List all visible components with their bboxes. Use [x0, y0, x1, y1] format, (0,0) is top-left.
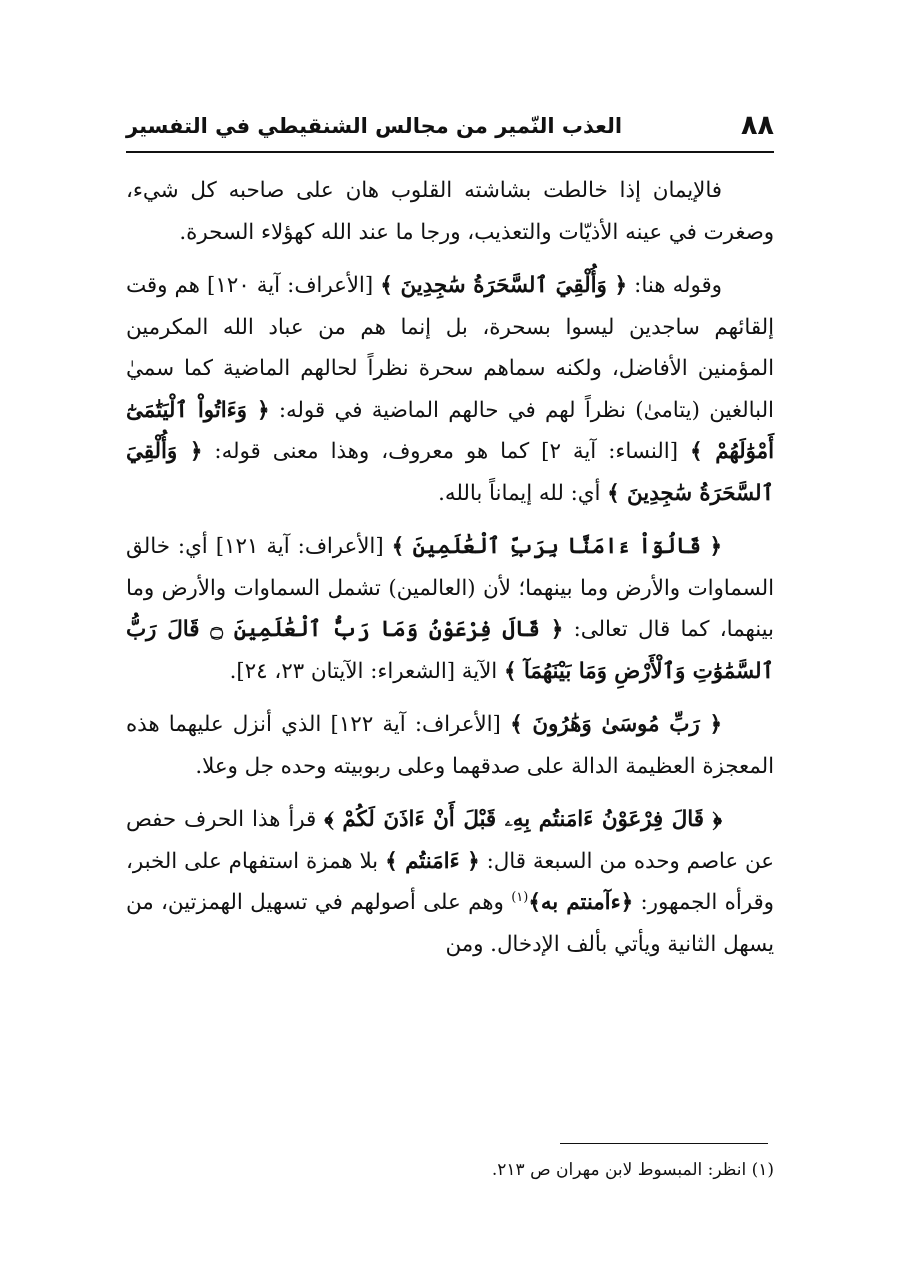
paragraph-lead: وقوله هنا: — [634, 273, 722, 298]
paragraph-text: [الأعراف: آية ١٢١] أي: خالق السماوات والأرض وما بينهما؛ لأن (العالمين) تشمل السماوات والأرض وما بينهما، كما قال تعالى: — [126, 534, 774, 642]
page-body — [126, 170, 774, 977]
quran-quote: ﴿ قَالَ فِرْعَوْنُ وَمَا رَبُّ ٱلْعَٰلَمِينَ ۝ قَالَ رَبُّ ٱلسَّمَٰوَٰتِ وَٱلْأَرْضِ وَمَا بَيْنَهُمَآ ﴾ — [126, 617, 774, 684]
quran-quote: ﴿ وَأُلْقِيَ ٱلسَّحَرَةُ سَٰجِدِينَ ﴾ — [380, 273, 628, 298]
paragraph-text: الآية [الشعراء: الآيتان ٢٣، ٢٤]. — [229, 658, 498, 684]
paragraph-2 — [126, 265, 774, 514]
paragraph-text: أي: لله إيماناً بالله. — [438, 480, 601, 506]
paragraph-text: فالإيمان إذا خالطت بشاشته القلوب هان على صاحبه كل شيء، وصغرت في عينه الأذيّات والتعذيب، ورجا ما عند الله كهؤلاء السحرة. — [126, 178, 774, 245]
paragraph-text: بلا همزة استفهام على الخبر، وقرأه الجمهور: — [126, 848, 774, 915]
quran-quote: ﴿ رَبِّ مُوسَىٰ وَهَٰرُونَ ﴾ — [510, 712, 722, 737]
footnote-rule — [560, 1143, 768, 1144]
quran-quote: ﴿ وَءَاتُواْ ٱلْيَتَٰمَىٰٓ أَمْوَٰلَهُمْ ﴾ — [126, 397, 774, 464]
quran-quote: ﴿ وَأُلْقِيَ ٱلسَّحَرَةُ سَٰجِدِينَ ﴾ — [126, 439, 774, 506]
paragraph-1 — [126, 170, 774, 253]
quran-quote: ﴿ ءَامَنتُم ﴾ — [385, 848, 480, 874]
quran-quote: ﴿ قَالَ فِرْعَوْنُ ءَامَنتُم بِهِۦ قَبْلَ أَنْ ءَاذَنَ لَكُمْ ﴾ — [324, 807, 722, 832]
paragraph-text: قرأ هذا الحرف حفص عن عاصم وحده من السبعة قال: — [126, 807, 774, 874]
quran-quote: ﴿ قَالُوٓاْ ءَامَنَّا بِرَبِّ ٱلْعَٰلَمِينَ ﴾ — [391, 534, 722, 559]
footnote — [126, 1156, 774, 1184]
paragraph-text: [الأعراف: آية ١٢٠] هم وقت إلقائهم ساجدين ليسوا بسحرة، بل إنما هم من عباد الله المكرمين المؤمنين الأفاضل، ولكنه سماهم سحرة نظراً لحالهم الماضية كما سميٰ البالغين (يتامىٰ) نظراً لهم في حالهم الماضية في قوله: — [126, 273, 774, 423]
footnote-text: (١) انظر: المبسوط لابن مهران ص ٢١٣. — [491, 1160, 774, 1180]
paragraph-3 — [126, 526, 774, 692]
page-header — [126, 108, 774, 150]
quran-quote: ﴿ءآمنتم به﴾ — [528, 890, 634, 915]
header-rule — [126, 151, 774, 153]
page-number: ٨٨ — [741, 110, 774, 141]
paragraph-text: [النساء: آية ٢] كما هو معروف، وهذا معنى قوله: — [214, 439, 679, 464]
paragraph-5 — [126, 799, 774, 965]
running-title: العذب النّمير من مجالس الشنقيطي في التفسير — [126, 114, 623, 138]
paragraph-text: وهم على أصولهم في تسهيل الهمزتين، من يسهل الثانية ويأتي بألف الإدخال. ومن — [126, 890, 774, 957]
paragraph-text: [الأعراف: آية ١٢٢] الذي أنزل عليهما هذه المعجزة العظيمة الدالة على صدقهما وعلى ربوبيته وحده جل وعلا. — [126, 712, 774, 779]
paragraph-4 — [126, 704, 774, 787]
footnote-marker[interactable]: (١) — [511, 889, 529, 905]
